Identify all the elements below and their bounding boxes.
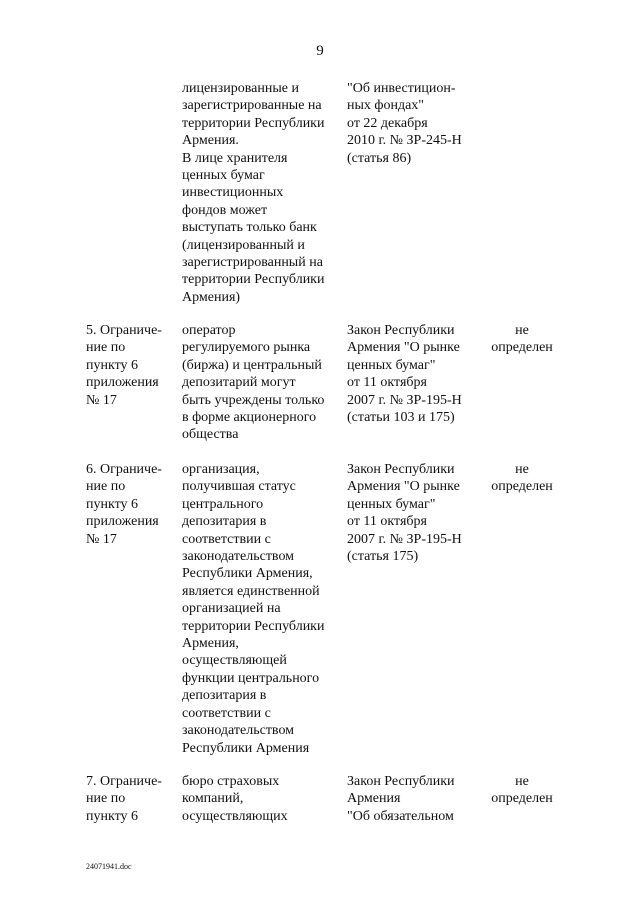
footer-filename: 24071941.doc: [86, 862, 132, 871]
row-5-number: 5. Ограниче- ние по пункту 6 приложения № 17: [86, 323, 162, 408]
row-6-term: не определен: [491, 462, 553, 495]
page-number: 9: [316, 43, 324, 59]
row-7-subject: бюро страховых компаний, осуществляющих: [182, 774, 288, 824]
row-7-law: Закон Республики Армения "Об обязательном: [347, 774, 455, 824]
row-6-subject: организация, получившая статус центрального депозитария в соответствии с законодательством Республики Армения, является единственной организацией на территории Республики Армения, осуществляющей функции центрального депозитария в соответствии с законодательством Республики Армения: [182, 462, 325, 756]
row-7-number: 7. Ограниче- ние по пункту 6: [86, 774, 162, 824]
row-7-term: не определен: [491, 774, 553, 807]
row-1-subject: лицензированные и зарегистрированные на территории Республики Армения. В лице хранителя ценных бумаг инвестиционных фондов может выступать только банк (лицензированный и зарегистрированный на территории Республики Армения): [182, 81, 325, 305]
row-5-law: Закон Республики Армения "О рынке ценных бумаг" от 11 октября 2007 г. № ЗР-195-Н (статьи 103 и 175): [347, 323, 462, 426]
row-5-subject: оператор регулируемого рынка (биржа) и центральный депозитарий могут быть учреждены только в форме акционерного общества: [182, 323, 325, 443]
row-6-law: Закон Республики Армения "О рынке ценных бумаг" от 11 октября 2007 г. № ЗР-195-Н (статья 175): [347, 462, 462, 565]
row-5-term: не определен: [491, 323, 553, 356]
row-6-number: 6. Ограниче- ние по пункту 6 приложения № 17: [86, 462, 162, 547]
row-1-law: "Об инвестицион- ных фондах" от 22 декабря 2010 г. № ЗР-245-Н (статья 86): [347, 81, 462, 166]
